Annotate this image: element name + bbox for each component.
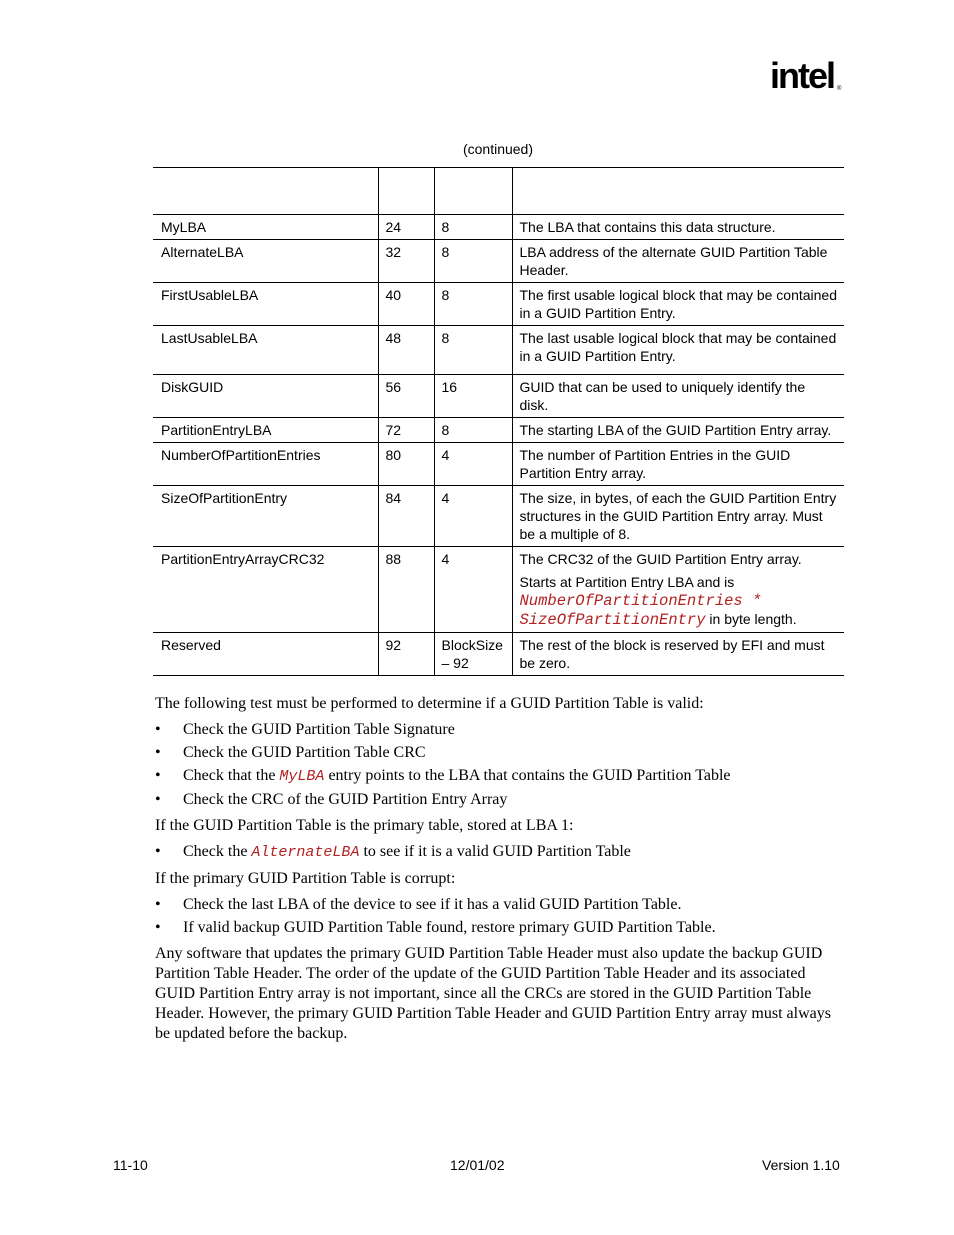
field-description: The LBA that contains this data structure. [512,215,844,240]
field-offset: 88 [378,547,434,633]
field-offset: 92 [378,633,434,676]
list-text: Check the [183,843,252,860]
paragraph-intro: The following test must be performed to determine if a GUID Partition Table is valid: [155,695,704,712]
list-text: Check that the [183,767,280,784]
code-term: AlternateLBA [251,844,360,861]
primary-check-list [155,842,845,863]
header-cell-offset [378,168,434,215]
validity-test-list [155,720,845,810]
header-cell-length [434,168,512,215]
header-cell-description [512,168,844,215]
field-description: GUID that can be used to uniquely identify the disk. [512,375,844,418]
intel-logo [770,55,842,102]
field-length: 8 [434,418,512,443]
bullet-icon: • [155,744,161,761]
list-text: entry points to the LBA that contains the GUID Partition Table [324,767,731,784]
logo-wordmark: intel [770,55,835,96]
bullet-icon: • [155,721,161,738]
description-text: in byte length. [705,611,797,627]
field-description: The size, in bytes, of each the GUID Partition Entry structures in the GUID Partition Entry array. Must be a multiple of 8. [512,486,844,547]
bullet-icon: • [155,896,161,913]
field-name: SizeOfPartitionEntry [153,486,378,547]
list-text: Check the last LBA of the device to see if it has a valid GUID Partition Table. [183,896,682,913]
list-text: Check the GUID Partition Table CRC [183,744,426,761]
field-name: NumberOfPartitionEntries [153,443,378,486]
list-item [155,790,845,810]
field-length: 8 [434,240,512,283]
field-description-extra [520,573,838,629]
code-term: MyLBA [279,768,325,785]
table-row [153,486,844,547]
list-item [155,842,845,863]
table-row [153,215,844,240]
table-row [153,375,844,418]
paragraph-primary: If the GUID Partition Table is the primary table, stored at LBA 1: [155,817,574,834]
field-offset: 56 [378,375,434,418]
table-header-row [153,168,844,215]
field-name: LastUsableLBA [153,326,378,375]
footer-page-number: 11-10 [113,1157,148,1173]
field-name: DiskGUID [153,375,378,418]
header-cell-name [153,168,378,215]
field-description: The starting LBA of the GUID Partition Entry array. [512,418,844,443]
field-name: FirstUsableLBA [153,283,378,326]
bullet-icon: • [155,767,161,784]
list-text: Check the CRC of the GUID Partition Entry Array [183,791,508,808]
field-name: PartitionEntryLBA [153,418,378,443]
field-offset: 72 [378,418,434,443]
table-continued-label: (continued) [462,141,534,157]
field-description: The first usable logical block that may be contained in a GUID Partition Entry. [512,283,844,326]
paragraph-corrupt: If the primary GUID Partition Table is corrupt: [155,870,456,887]
field-offset: 32 [378,240,434,283]
field-name: AlternateLBA [153,240,378,283]
paragraph-closing: Any software that updates the primary GUID Partition Table Header must also update the backup GUID Partition Table Header. The order of the update of the GUID Partition Table Header and its associated GUID Partition Entry array is not important, since all the CRCs are stored in the GUID Partition Table Header. However, the primary GUID Partition Table Header and GUID Partition Entry array must always be updated before the backup. [155,945,831,1042]
field-length: 4 [434,547,512,633]
list-item [155,720,845,740]
gpt-header-table [153,167,844,676]
field-offset: 48 [378,326,434,375]
field-description-multi [512,547,844,633]
table-row [153,547,844,633]
bullet-icon: • [155,919,161,936]
corrupt-list [155,895,845,938]
table-row [153,326,844,375]
table-row [153,240,844,283]
list-item [155,743,845,763]
field-offset: 80 [378,443,434,486]
list-text: Check the GUID Partition Table Signature [183,721,455,738]
field-length: BlockSize – 92 [434,633,512,676]
list-item [155,918,845,938]
field-length: 16 [434,375,512,418]
field-description: The last usable logical block that may be contained in a GUID Partition Entry. [512,326,844,375]
list-item [155,895,845,915]
table-row [153,283,844,326]
field-name: MyLBA [153,215,378,240]
table-row [153,633,844,676]
table-row [153,443,844,486]
field-length: 4 [434,443,512,486]
list-text: If valid backup GUID Partition Table found, restore primary GUID Partition Table. [183,919,716,936]
list-item [155,766,845,787]
body-text [155,694,845,1050]
table-row [153,418,844,443]
field-description: The number of Partition Entries in the GUID Partition Entry array. [512,443,844,486]
bullet-icon: • [155,791,161,808]
footer-date: 12/01/02 [450,1157,505,1173]
field-description: The CRC32 of the GUID Partition Entry array. [519,551,802,567]
field-offset: 24 [378,215,434,240]
field-description: LBA address of the alternate GUID Partition Table Header. [512,240,844,283]
field-name: Reserved [153,633,378,676]
list-text: to see if it is a valid GUID Partition Table [359,843,631,860]
code-expression: NumberOfPartitionEntries * SizeOfPartitionEntry [519,592,762,629]
field-length: 8 [434,283,512,326]
logo-registered-mark: ® [837,86,842,92]
field-length: 4 [434,486,512,547]
field-length: 8 [434,326,512,375]
footer-version: Version 1.10 [762,1157,840,1173]
field-length: 8 [434,215,512,240]
field-offset: 84 [378,486,434,547]
description-text: Starts at Partition Entry LBA and is [519,574,735,590]
field-name: PartitionEntryArrayCRC32 [153,547,378,633]
field-description: The rest of the block is reserved by EFI and must be zero. [512,633,844,676]
field-offset: 40 [378,283,434,326]
bullet-icon: • [155,843,161,860]
